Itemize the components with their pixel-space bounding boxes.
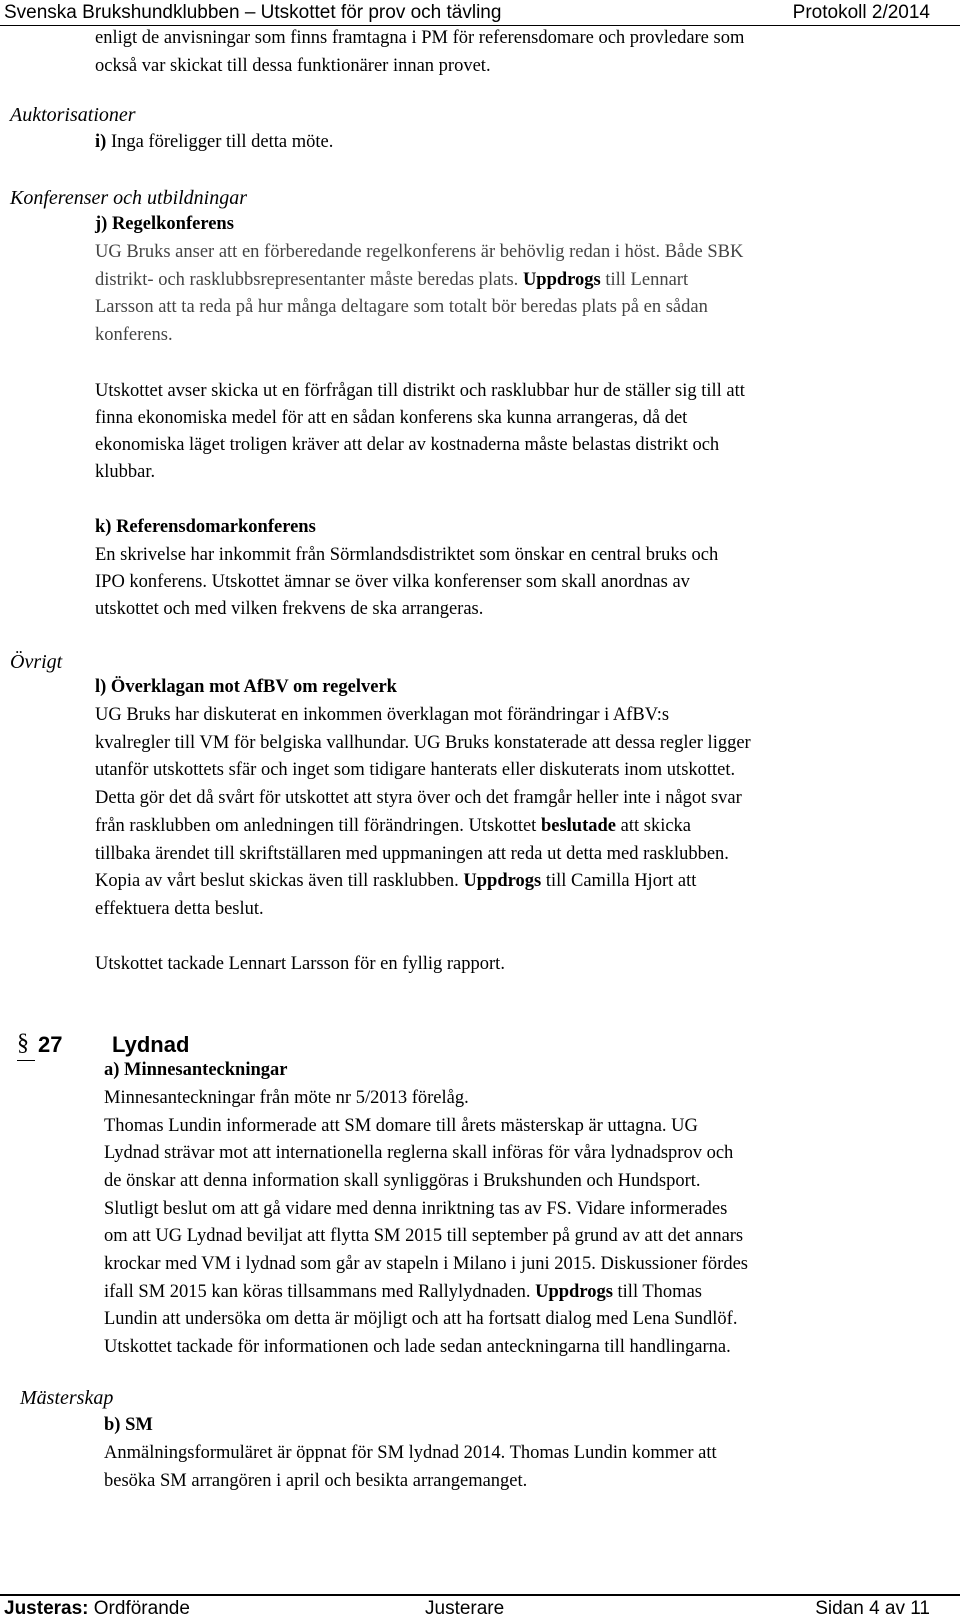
j-line-1: UG Bruks anser att en förberedande regelkonferens är behövlig redan i höst. Både SBK [95,242,744,262]
a-line-5: Slutligt beslut om att gå vidare med denna inriktning tas av FS. Vidare informerades [104,1199,728,1219]
intro-line-2: också var skickat till dessa funktionärer innan provet. [95,56,491,76]
section-number: 27 [38,1032,63,1057]
footer-page-number: Sidan 4 av 11 [815,1598,930,1619]
header-protocol: Protokoll 2/2014 [792,2,930,23]
j-para2-line-4: klubbar. [95,462,156,482]
a-line-4: de önskar att denna information skall synliggöras i Brukshunden och Hundsport. [104,1171,701,1191]
footer-justeras: Justeras: Ordförande [4,1598,190,1619]
header-divider [0,25,960,26]
a-line-10: Utskottet tackade för informationen och lade sedan anteckningarna till handlingarna. [104,1337,731,1357]
k-line-2: IPO konferens. Utskottet ämnar se över vilka konferenser som skall anordnas av [95,572,690,592]
a-line-2: Thomas Lundin informerade att SM domare till årets mästerskap är uttagna. UG [104,1116,698,1136]
j-line-2: distrikt- och rasklubbsrepresentanter måste beredas plats. Uppdrogs till Lennart [95,270,689,290]
j-para2-line-1: Utskottet avser skicka ut en förfrågan till distrikt och rasklubbar hur de ställer sig till att [95,381,745,401]
k-line-3: utskottet och med vilken frekvens de ska arrangeras. [95,599,484,619]
l-line-7: Kopia av vårt beslut skickas även till rasklubben. Uppdrogs till Camilla Hjort att [95,871,697,891]
a-line-7: krockar med VM i lydnad som går av stapeln i Milano i juni 2015. Diskussioner fördes [104,1254,748,1274]
masterskap-heading: Mästerskap [20,1387,114,1409]
l-line-5: från rasklubben om anledningen till förändringen. Utskottet beslutade att skicka [95,816,692,836]
konferenser-heading: Konferenser och utbildningar [10,187,248,209]
j-para2-line-3: ekonomiska läget troligen kräver att delar av kostnaderna måste belastas distrikt och [95,435,720,455]
header-title: Svenska Brukshundklubben – Utskottet för prov och tävling [4,2,502,23]
referensdomarkonferens-title: k) Referensdomarkonferens [95,517,316,537]
j-para2-line-2: finna ekonomiska medel för att en sådan konferens ska kunna arrangeras, då det [95,408,688,428]
section-sign: § [17,1030,29,1056]
k-line-1: En skrivelse har inkommit från Sörmlandsdistriktet som önskar en central bruks och [95,545,719,565]
sm-title: b) SM [104,1415,153,1435]
regelkonferens-title: j) Regelkonferens [95,214,234,234]
a-line-8: ifall SM 2015 kan köras tillsammans med Rallylydnaden. Uppdrogs till Thomas [104,1282,702,1302]
l-line-4: Detta gör det då svårt för utskottet att styra över och det framgår heller inte i något svar [95,788,742,808]
section-title: Lydnad [112,1032,190,1057]
overklagan-title: l) Överklagan mot AfBV om regelverk [95,677,397,697]
a-line-6: om att UG Lydnad beviljat att flytta SM 2015 till september på grund av att det annars [104,1226,744,1246]
a-line-9: Lundin att undersöka om detta är möjligt och att ha fortsatt dialog med Lena Sundlöf. [104,1309,738,1329]
l-line-8: effektuera detta beslut. [95,899,264,919]
ovrigt-heading: Övrigt [10,651,63,673]
l-line-3: utanför utskottets sfär och inget som tidigare hanterats eller diskuterats inom utskottet. [95,760,736,780]
l-line-6: tillbaka ärendet till skriftställaren med uppmaningen att reda ut detta med rasklubben. [95,844,729,864]
minnesanteckningar-title: a) Minnesanteckningar [104,1060,288,1080]
page-header [0,0,960,24]
footer-justerare: Justerare [425,1598,505,1619]
item-i-text: Inga föreligger till detta möte. [106,132,334,152]
auktorisationer-heading: Auktorisationer [10,104,136,126]
b-line-1: Anmälningsformuläret är öppnat för SM lydnad 2014. Thomas Lundin kommer att [104,1443,717,1463]
item-i-label: i) [95,132,107,152]
a-line-3: Lydnad strävar mot att internationella reglerna skall införas för våra lydnadsprov och [104,1143,734,1163]
thanks-line: Utskottet tackade Lennart Larsson för en fyllig rapport. [95,954,505,974]
b-line-2: besöka SM arrangören i april och besikta arrangemanget. [104,1471,528,1491]
intro-line-1: enligt de anvisningar som finns framtagna i PM för referensdomare och provledare som [95,28,745,48]
l-line-1: UG Bruks har diskuterat en inkommen överklagan mot förändringar i AfBV:s [95,705,670,725]
j-line-3: Larsson att ta reda på hur många deltagare som totalt bör beredas plats på en sådan [95,297,708,317]
footer-divider [0,1594,960,1596]
l-line-2: kvalregler till VM för belgiska vallhundar. UG Bruks konstaterade att dessa regler ligger [95,733,751,753]
j-line-4: konferens. [95,325,173,345]
a-line-1: Minnesanteckningar från möte nr 5/2013 förelåg. [104,1088,469,1108]
section-sign-underline [17,1060,35,1061]
